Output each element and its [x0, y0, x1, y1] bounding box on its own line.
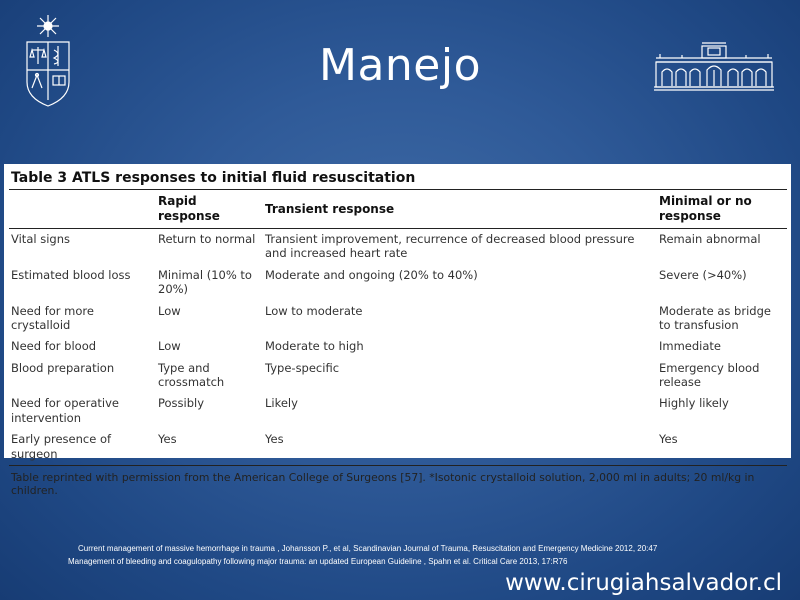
- table-row: [9, 358, 787, 394]
- table-cell: Yes: [156, 429, 263, 465]
- column-header: Transient response: [263, 190, 657, 229]
- reference-item: Management of bleeding and coagulopathy following major trauma: an updated European Guideline , Spahn et al. Critical Care 2013, 17:R76: [68, 557, 568, 566]
- table-header-row: [9, 190, 787, 229]
- table-cell: Severe (>40%): [659, 267, 747, 282]
- table-cell: Type and crossmatch: [158, 360, 225, 389]
- table-cell: Type-specific: [265, 360, 340, 375]
- table-cell: Possibly: [158, 396, 205, 411]
- atls-table: [9, 190, 787, 466]
- table-cell: Minimal (10% to 20%): [158, 267, 252, 297]
- column-header: Minimal or no response: [657, 190, 787, 229]
- row-label: Vital signs: [11, 232, 70, 246]
- row-label: Need for blood: [11, 339, 97, 354]
- row-label: Need for operative intervention: [11, 396, 119, 425]
- table-row: [9, 393, 787, 429]
- table-cell: Immediate: [659, 339, 721, 354]
- table-row: [9, 429, 787, 465]
- table-row: [9, 301, 787, 337]
- row-label: Blood preparation: [11, 360, 115, 375]
- table-footnote: Table reprinted with permission from the American College of Surgeons [57]. *Isotonic crystalloid solution, 2,000 ml in adults; 20 ml/kg in children.: [11, 470, 755, 497]
- table-cell: Return to normal: [158, 232, 256, 246]
- table-row: [9, 265, 787, 301]
- row-label: Need for more crystalloid: [11, 303, 94, 332]
- website-url: www.cirugiahsalvador.cl: [505, 570, 782, 596]
- table-cell: Likely: [265, 396, 298, 411]
- table-cell: Transient improvement, recurrence of decreased blood pressure and increased heart rate: [265, 232, 635, 261]
- table-cell: Low to moderate: [265, 303, 363, 318]
- reference-item: Current management of massive hemorrhage in trauma , Johansson P., et al, Scandinavian Journal of Trauma, Resuscitation and Emergency Medicine 2012, 20:47: [78, 544, 658, 553]
- table-cell: Yes: [657, 429, 787, 465]
- table-cell: Moderate as bridge to transfusion: [659, 303, 771, 332]
- table-cell: Highly likely: [659, 396, 729, 411]
- table-cell: Low: [158, 303, 181, 318]
- table-row: [9, 229, 787, 265]
- atls-table-panel: [4, 164, 791, 497]
- table-cell: Low: [158, 339, 181, 354]
- table-caption: Table 3 ATLS responses to initial fluid resuscitation: [9, 168, 787, 190]
- slide-title: Manejo: [318, 40, 482, 91]
- row-label: Early presence of surgeon: [9, 429, 156, 465]
- hospital-building-icon: [652, 40, 776, 92]
- table-cell: Moderate and ongoing (20% to 40%): [265, 267, 478, 282]
- table-cell: Emergency blood release: [659, 360, 760, 389]
- column-header: [9, 190, 156, 229]
- table-cell: Remain abnormal: [659, 232, 761, 246]
- table-row: [9, 336, 787, 357]
- table-cell: Moderate to high: [265, 339, 364, 354]
- row-label: Estimated blood loss: [11, 267, 131, 282]
- column-header: Rapid response: [156, 190, 263, 229]
- table-cell: Yes: [263, 429, 657, 465]
